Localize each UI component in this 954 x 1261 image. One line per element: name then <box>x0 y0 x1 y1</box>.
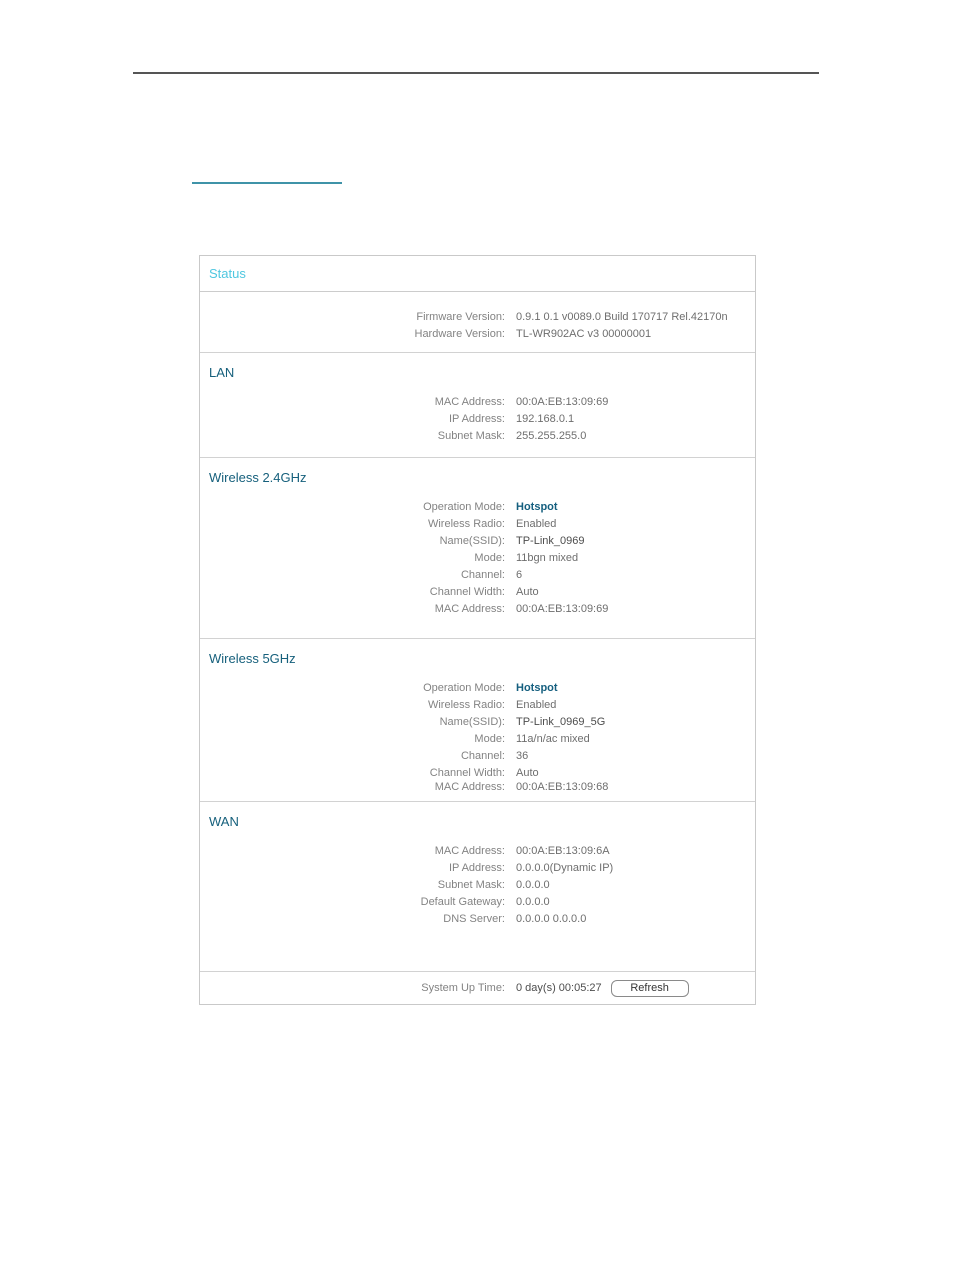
row-label: Firmware Version: <box>416 310 505 323</box>
row-value: 11a/n/ac mixed <box>516 732 590 745</box>
table-row <box>200 308 755 325</box>
panel-header <box>200 256 755 292</box>
table-row <box>200 747 755 764</box>
row-label: Mode: <box>474 551 505 564</box>
section-wireless-5ghz <box>200 639 755 802</box>
row-value: TP-Link_0969_5G <box>516 715 606 728</box>
row-label: MAC Address: <box>434 395 505 408</box>
row-label: Subnet Mask: <box>437 878 505 891</box>
table-row <box>200 549 755 566</box>
section-heading-lan: LAN <box>209 365 235 380</box>
status-panel <box>199 255 756 1005</box>
row-value: Enabled <box>516 698 557 711</box>
section-wireless-24ghz <box>200 458 755 639</box>
row-label: Operation Mode: <box>423 681 505 694</box>
hyperlink-underline[interactable] <box>192 182 342 184</box>
table-row <box>200 679 755 696</box>
row-label: DNS Server: <box>443 912 505 925</box>
row-value: 00:0A:EB:13:09:6A <box>516 844 610 857</box>
section-heading-wireless-24ghz: Wireless 2.4GHz <box>209 470 307 485</box>
table-row <box>200 325 755 342</box>
row-value: 0.9.1 0.1 v0089.0 Build 170717 Rel.42170n <box>516 310 728 323</box>
row-value: Hotspot <box>516 681 558 694</box>
row-value: 255.255.255.0 <box>516 429 587 442</box>
table-row <box>200 696 755 713</box>
table-row <box>200 583 755 600</box>
row-value: 0.0.0.0 <box>516 878 550 891</box>
table-row <box>200 427 755 444</box>
row-label: Operation Mode: <box>423 500 505 513</box>
refresh-button[interactable]: Refresh <box>611 980 689 997</box>
row-label: Hardware Version: <box>414 327 505 340</box>
row-label: IP Address: <box>448 412 505 425</box>
section-device-info <box>200 292 755 353</box>
row-label: MAC Address: <box>434 781 505 793</box>
table-row <box>200 600 755 617</box>
page-title: Status <box>209 266 246 281</box>
table-row <box>200 515 755 532</box>
row-label: Channel: <box>460 568 505 581</box>
row-label: Subnet Mask: <box>437 429 505 442</box>
row-value: TP-Link_0969 <box>516 534 585 547</box>
table-row <box>200 842 755 859</box>
row-value: 0.0.0.0 0.0.0.0 <box>516 912 587 925</box>
row-value: TL-WR902AC v3 00000001 <box>516 327 652 340</box>
system-uptime-row <box>200 972 755 1004</box>
table-row <box>200 876 755 893</box>
row-label: Wireless Radio: <box>427 517 505 530</box>
row-label: Channel Width: <box>429 766 505 779</box>
row-label: Channel Width: <box>429 585 505 598</box>
table-row <box>200 566 755 583</box>
table-row <box>200 498 755 515</box>
table-row <box>200 532 755 549</box>
table-row <box>200 910 755 927</box>
row-value: 6 <box>516 568 523 581</box>
uptime-label: System Up Time: <box>421 982 505 994</box>
row-value: 36 <box>516 749 529 762</box>
page-divider-rule <box>133 72 819 74</box>
row-value: Hotspot <box>516 500 558 513</box>
row-label: Name(SSID): <box>439 715 505 728</box>
section-lan <box>200 353 755 458</box>
row-label: Default Gateway: <box>420 895 505 908</box>
row-label: IP Address: <box>448 861 505 874</box>
table-row <box>200 781 755 793</box>
row-label: Wireless Radio: <box>427 698 505 711</box>
row-value: 0.0.0.0(Dynamic IP) <box>516 861 614 874</box>
row-value: Enabled <box>516 517 557 530</box>
uptime-value: 0 day(s) 00:05:27 <box>516 982 602 994</box>
row-value: 00:0A:EB:13:09:69 <box>516 602 609 615</box>
table-row <box>200 730 755 747</box>
table-row <box>200 393 755 410</box>
table-row <box>200 893 755 910</box>
row-value: 00:0A:EB:13:09:69 <box>516 395 609 408</box>
row-label: MAC Address: <box>434 602 505 615</box>
row-value: 00:0A:EB:13:09:68 <box>516 781 609 793</box>
table-row <box>200 713 755 730</box>
row-label: MAC Address: <box>434 844 505 857</box>
row-value: Auto <box>516 766 539 779</box>
section-wan <box>200 802 755 972</box>
row-label: Name(SSID): <box>439 534 505 547</box>
table-row <box>200 764 755 781</box>
table-row <box>200 410 755 427</box>
row-value: 192.168.0.1 <box>516 412 575 425</box>
row-value: 0.0.0.0 <box>516 895 550 908</box>
row-value: 11bgn mixed <box>516 551 579 564</box>
row-label: Mode: <box>474 732 505 745</box>
section-heading-wireless-5ghz: Wireless 5GHz <box>209 651 296 666</box>
row-value: Auto <box>516 585 539 598</box>
section-heading-wan: WAN <box>209 814 239 829</box>
row-label: Channel: <box>460 749 505 762</box>
table-row <box>200 859 755 876</box>
